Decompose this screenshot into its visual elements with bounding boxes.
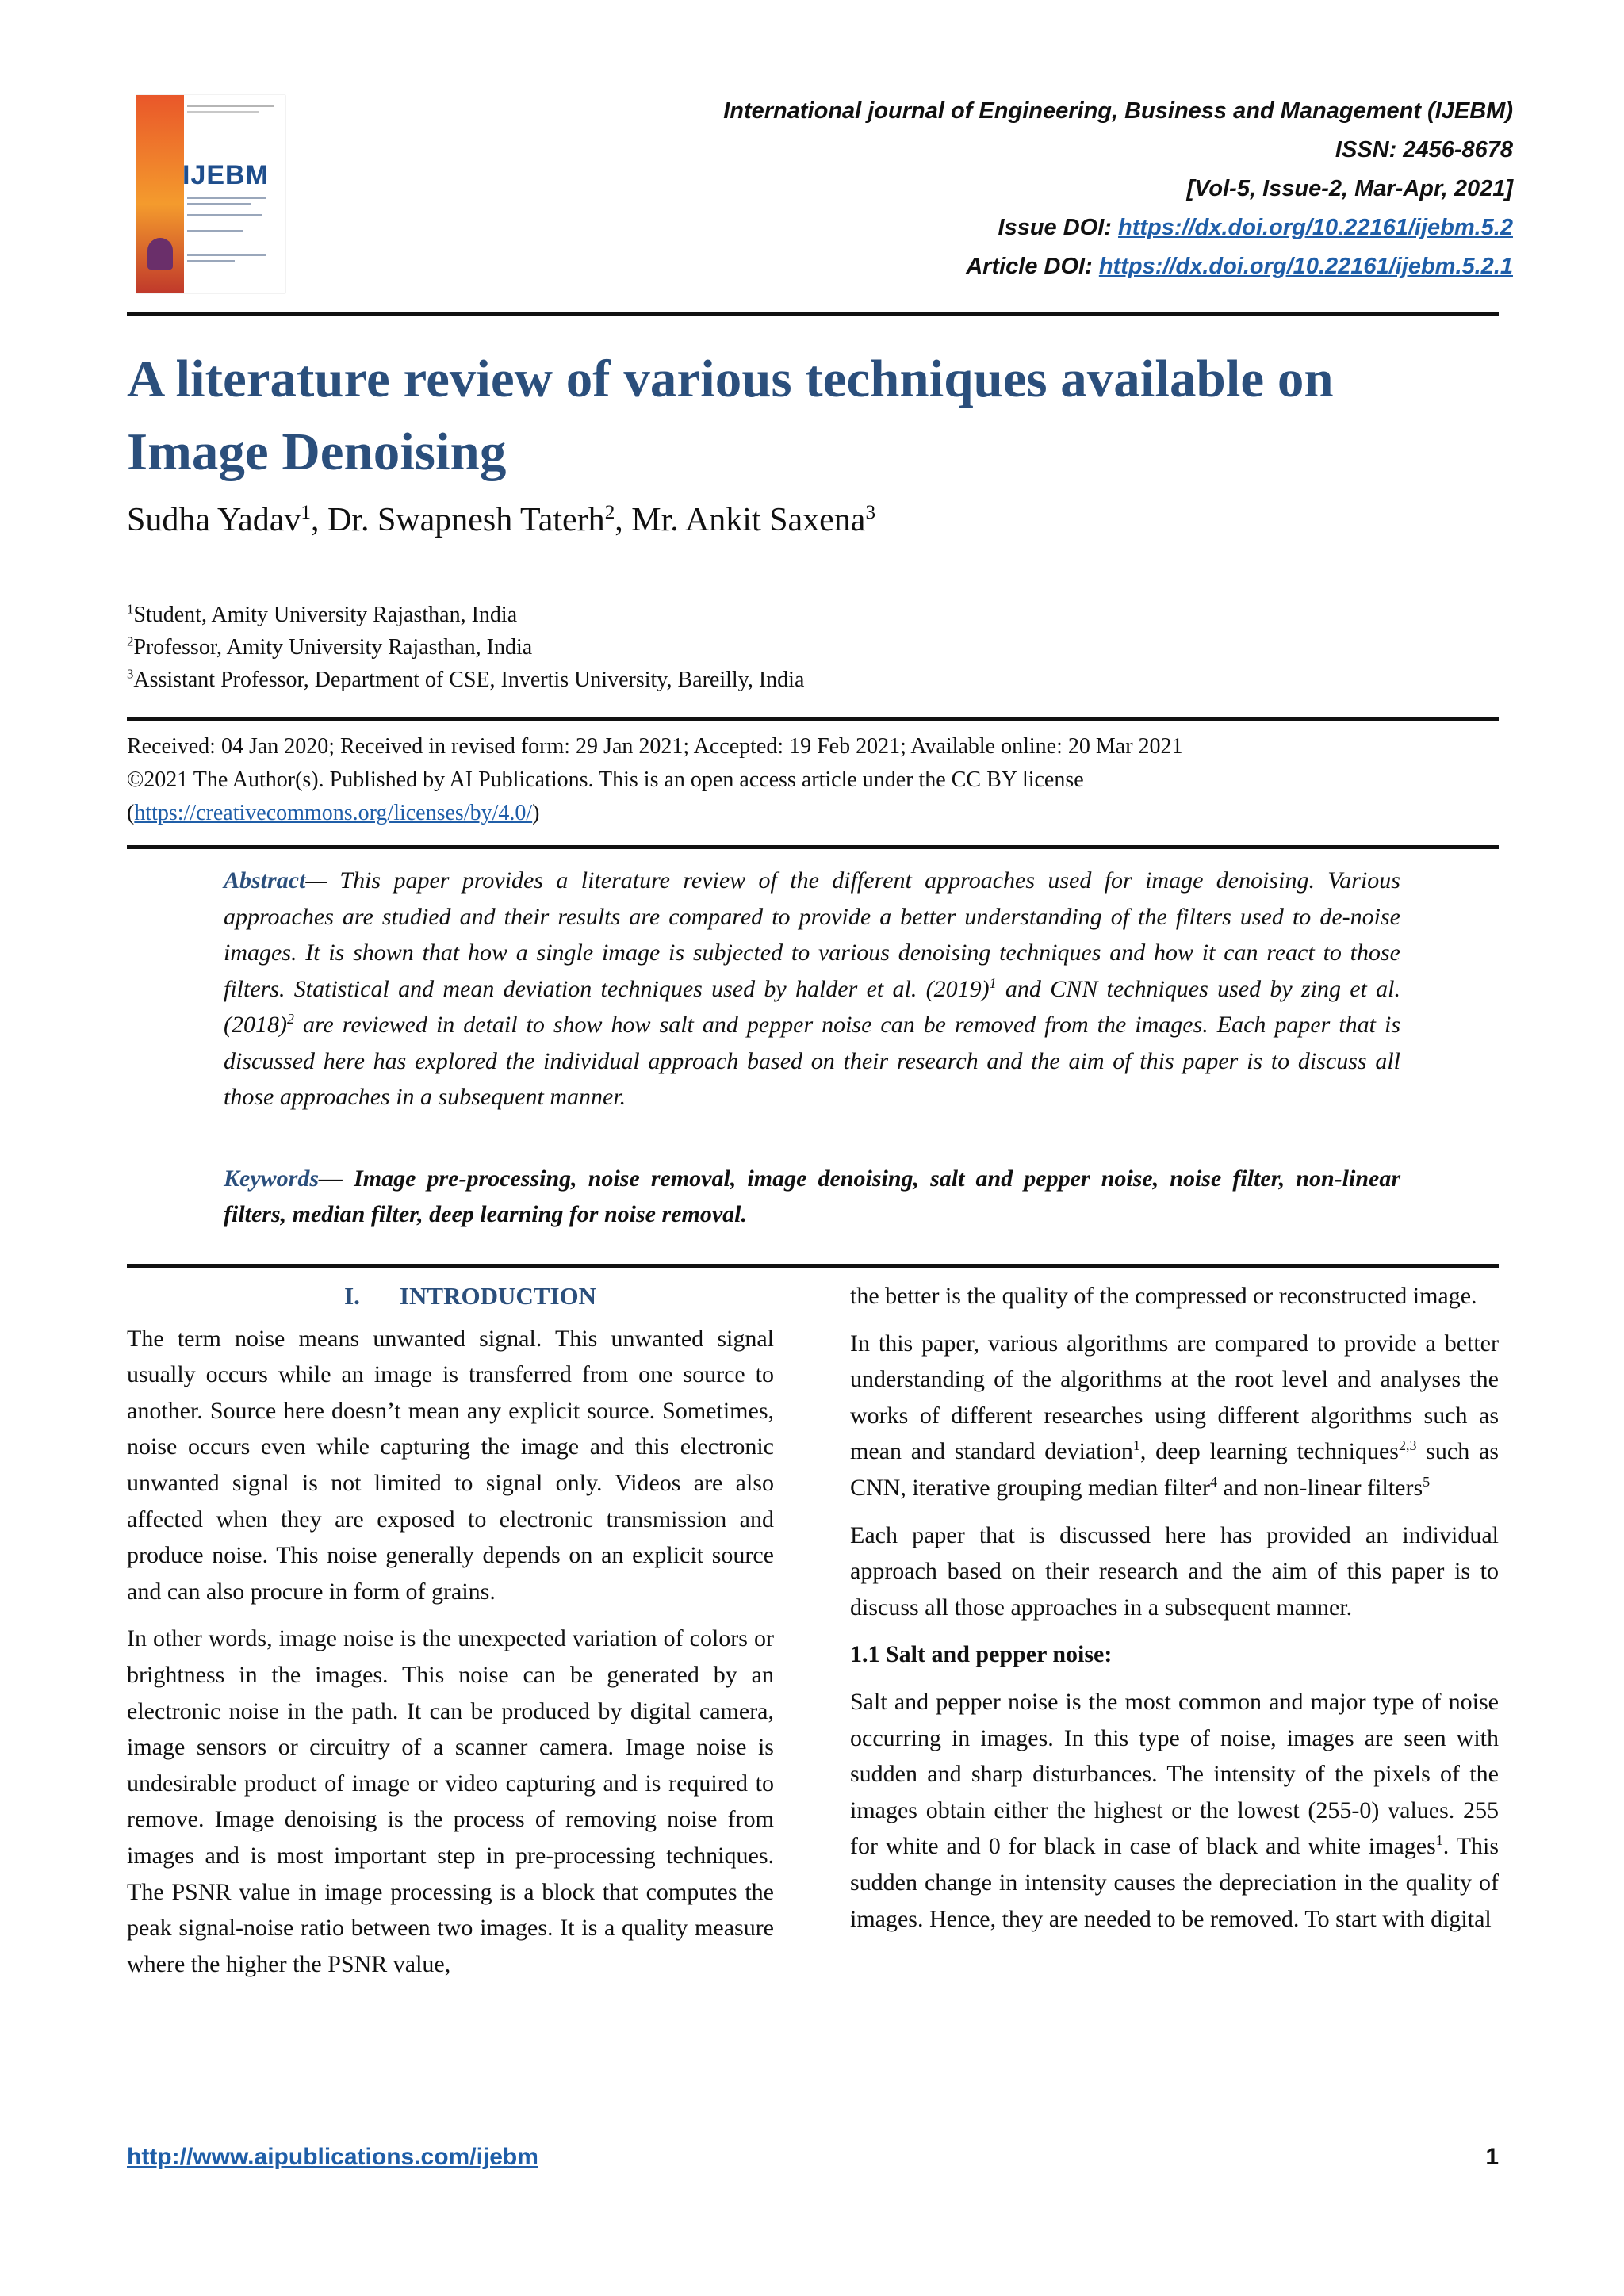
author: Dr. Swapnesh Taterh [327,502,605,538]
footer-url-link[interactable]: http://www.aipublications.com/ijebm [127,2144,538,2170]
copyright-notice: ©2021 The Author(s). Published by AI Publications. This is an open access article under the CC BY license [127,767,1084,792]
journal-logo: IJEBM [182,160,269,190]
abstract-label: Abstract [224,867,306,894]
abstract: Abstract— This paper provides a literature review of the different approaches used for image denoising. Various approaches are studied and their results are compared to provide a better understanding of the filters used to de-noise images. It is shown that how a single image is subjected to various denoising techniques and how it can react to those filters. Statistical and mean deviation techniques used by halder et al. $(2019)^1$ and CNN techniques used by zing et $al.(2018)^2$ are reviewed in detail to show how salt and pepper noise can be removed from the images. Each paper that is discussed here has explored the individual approach based on their research and the aim of this paper is to discuss all those approaches in a subsequent manner. [224,867,1401,1110]
affiliation: $^1$Student, Amity University Rajasthan, India [127,601,518,627]
paragraph: the better is the quality of the compressed or reconstructed image. [850,1283,1477,1309]
divider [127,845,1499,849]
author-list: Sudha Yadav$^1$, Dr. Swapnesh Taterh$^2$, Mr. Ankit Saxena$^3$ [127,502,876,538]
paper-title: A literature review of various techniques available on Image Denoising [127,350,1334,481]
issn: ISSN: 2456-8678 [1335,137,1513,163]
section-heading: I. INTRODUCTION [344,1282,597,1310]
keywords: Keywords— Image pre-processing, noise removal, image denoising, salt and pepper noise, noise filter, non-linear filters, median filter, deep learning for noise removal. [224,1165,1401,1227]
page-number: 1 [1485,2144,1499,2170]
divider [127,1264,1499,1268]
journal-cover-image [136,95,285,293]
article-doi-link[interactable]: https://dx.doi.org/10.22161/ijebm.5.2.1 [1098,254,1513,279]
paragraph: The term noise means unwanted signal. This unwanted signal usually occurs while an image is transferred from one source to another. Source here doesn’t mean any explicit source. Sometimes, noise occurs even while capturing the image and this electronic unwanted signal is not limited to signal only. Videos are also affected when they are exposed to electronic transmission and produce noise. This noise generally depends on an explicit source and can also procure in form of grains. [127,1325,774,1605]
paragraph: Salt and pepper noise is the most common and major type of noise occurring in images. In this type of noise, images are seen with sudden and sharp disturbances. The intensity of the pixels of the images obtain either the highest or the lowest (255-0) values. 255 for white and 0 for black in case of black and white images$^1$. This sudden change in intensity causes the depreciation in the quality of images. Hence, they are needed to be removed. To start with digital [850,1688,1499,1932]
paragraph: In this paper, various algorithms are compared to provide a better understanding of the algorithms at the root level and analyses the works of different researches using different algorithms such as mean and standard deviation$^1$, deep learning techniques$^{2,3}$ such as CNN, iterative grouping median filter$^4$ and non-linear filters$^5$ [850,1330,1499,1501]
journal-name: International journal of Engineering, Business and Management (IJEBM) [723,98,1513,124]
affiliation: $^2$Professor, Amity University Rajasthan, India [127,633,533,660]
header-rule [127,312,1499,316]
subsection-heading: 1.1 Salt and pepper noise: [850,1641,1113,1668]
article-doi: Article DOI: https://dx.doi.org/10.22161/ijebm.5.2.1 [966,254,1513,279]
divider [127,717,1499,721]
license-line: (https://creativecommons.org/licenses/by/4.0/) [127,801,540,825]
volume-info: [Vol-5, Issue-2, Mar-Apr, 2021] [1186,176,1513,201]
license-link[interactable]: https://creativecommons.org/licenses/by/4.0/ [134,801,533,825]
author: Mr. Ankit Saxena [631,502,866,538]
author: Sudha Yadav [127,502,301,538]
affiliation: $^3$Assistant Professor, Department of CSE, Invertis University, Bareilly, India [127,666,805,692]
issue-doi: Issue DOI: https://dx.doi.org/10.22161/ijebm.5.2 [998,215,1513,240]
left-column [127,1278,774,1993]
paragraph: In other words, image noise is the unexpected variation of colors or brightness in the images. This noise can be generated by an electronic noise in the path. It can be produced by digital camera, image sensors or circuitry of a scanner camera. Image noise is undesirable product of image or video capturing and is required to remove. Image denoising is the process of removing noise from images and is most important step in pre-processing techniques. The PSNR value in image processing is a block that computes the peak signal-noise ratio between two images. It is a quality measure where the higher the PSNR value, [127,1625,774,1977]
article-dates: Received: 04 Jan 2020; Received in revised form: 29 Jan 2021; Accepted: 19 Feb 2021; Available online: 20 Mar 2021 [127,734,1183,759]
paragraph: Each paper that is discussed here has provided an individual approach based on their research and the aim of this paper is to discuss all those approaches in a subsequent manner. [850,1521,1499,1621]
right-column [850,1278,1499,1948]
keywords-label: Keywords [224,1165,319,1192]
issue-doi-link[interactable]: https://dx.doi.org/10.22161/ijebm.5.2 [1118,215,1513,240]
